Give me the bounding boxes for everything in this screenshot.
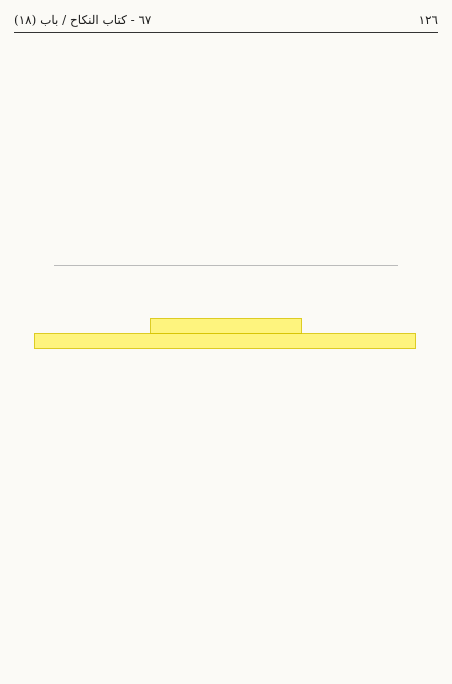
- text-line: [14, 215, 438, 230]
- text-line: [14, 408, 438, 423]
- text-line: [14, 365, 438, 380]
- text-line: [14, 201, 438, 216]
- text-line: [14, 272, 438, 287]
- text-line: [14, 41, 438, 56]
- text-line: [14, 301, 438, 316]
- text-line: [14, 85, 438, 100]
- highlight-box-1: [150, 318, 302, 334]
- header-rule: [14, 32, 438, 33]
- text-line: [14, 70, 438, 85]
- text-line: [14, 350, 438, 365]
- text-line: [14, 524, 438, 539]
- commentary-block-2: [14, 336, 438, 684]
- text-line: [14, 186, 438, 201]
- text-line: [14, 423, 438, 438]
- text-line: [14, 244, 438, 259]
- text-line: [14, 437, 438, 452]
- section-divider: [54, 265, 398, 266]
- commentary-block-1: [14, 41, 438, 259]
- text-line: [14, 452, 438, 467]
- text-line: [14, 626, 438, 641]
- text-line: [14, 128, 438, 143]
- text-line: [14, 539, 438, 554]
- text-line: [14, 640, 438, 655]
- text-line: [14, 597, 438, 612]
- text-line: [14, 495, 438, 510]
- text-line: [14, 510, 438, 525]
- text-line: [14, 286, 438, 301]
- text-line: [14, 172, 438, 187]
- text-line: [14, 56, 438, 71]
- text-line: [14, 568, 438, 583]
- text-line: [14, 114, 438, 129]
- text-line: [14, 466, 438, 481]
- text-line: [14, 481, 438, 496]
- running-title: ٦٧ - كتاب النكاح / باب (١٨): [14, 13, 152, 27]
- text-line: [14, 394, 438, 409]
- text-line: [14, 553, 438, 568]
- text-line: [14, 143, 438, 158]
- text-line: [14, 611, 438, 626]
- text-line: [14, 230, 438, 245]
- text-line: [14, 655, 438, 670]
- highlight-box-2: [34, 333, 416, 349]
- text-line: [14, 582, 438, 597]
- page-header: [14, 10, 438, 30]
- text-line: [14, 157, 438, 172]
- text-line: [14, 669, 438, 684]
- text-line: [14, 379, 438, 394]
- text-line: [14, 99, 438, 114]
- page-number: ١٢٦: [418, 13, 438, 27]
